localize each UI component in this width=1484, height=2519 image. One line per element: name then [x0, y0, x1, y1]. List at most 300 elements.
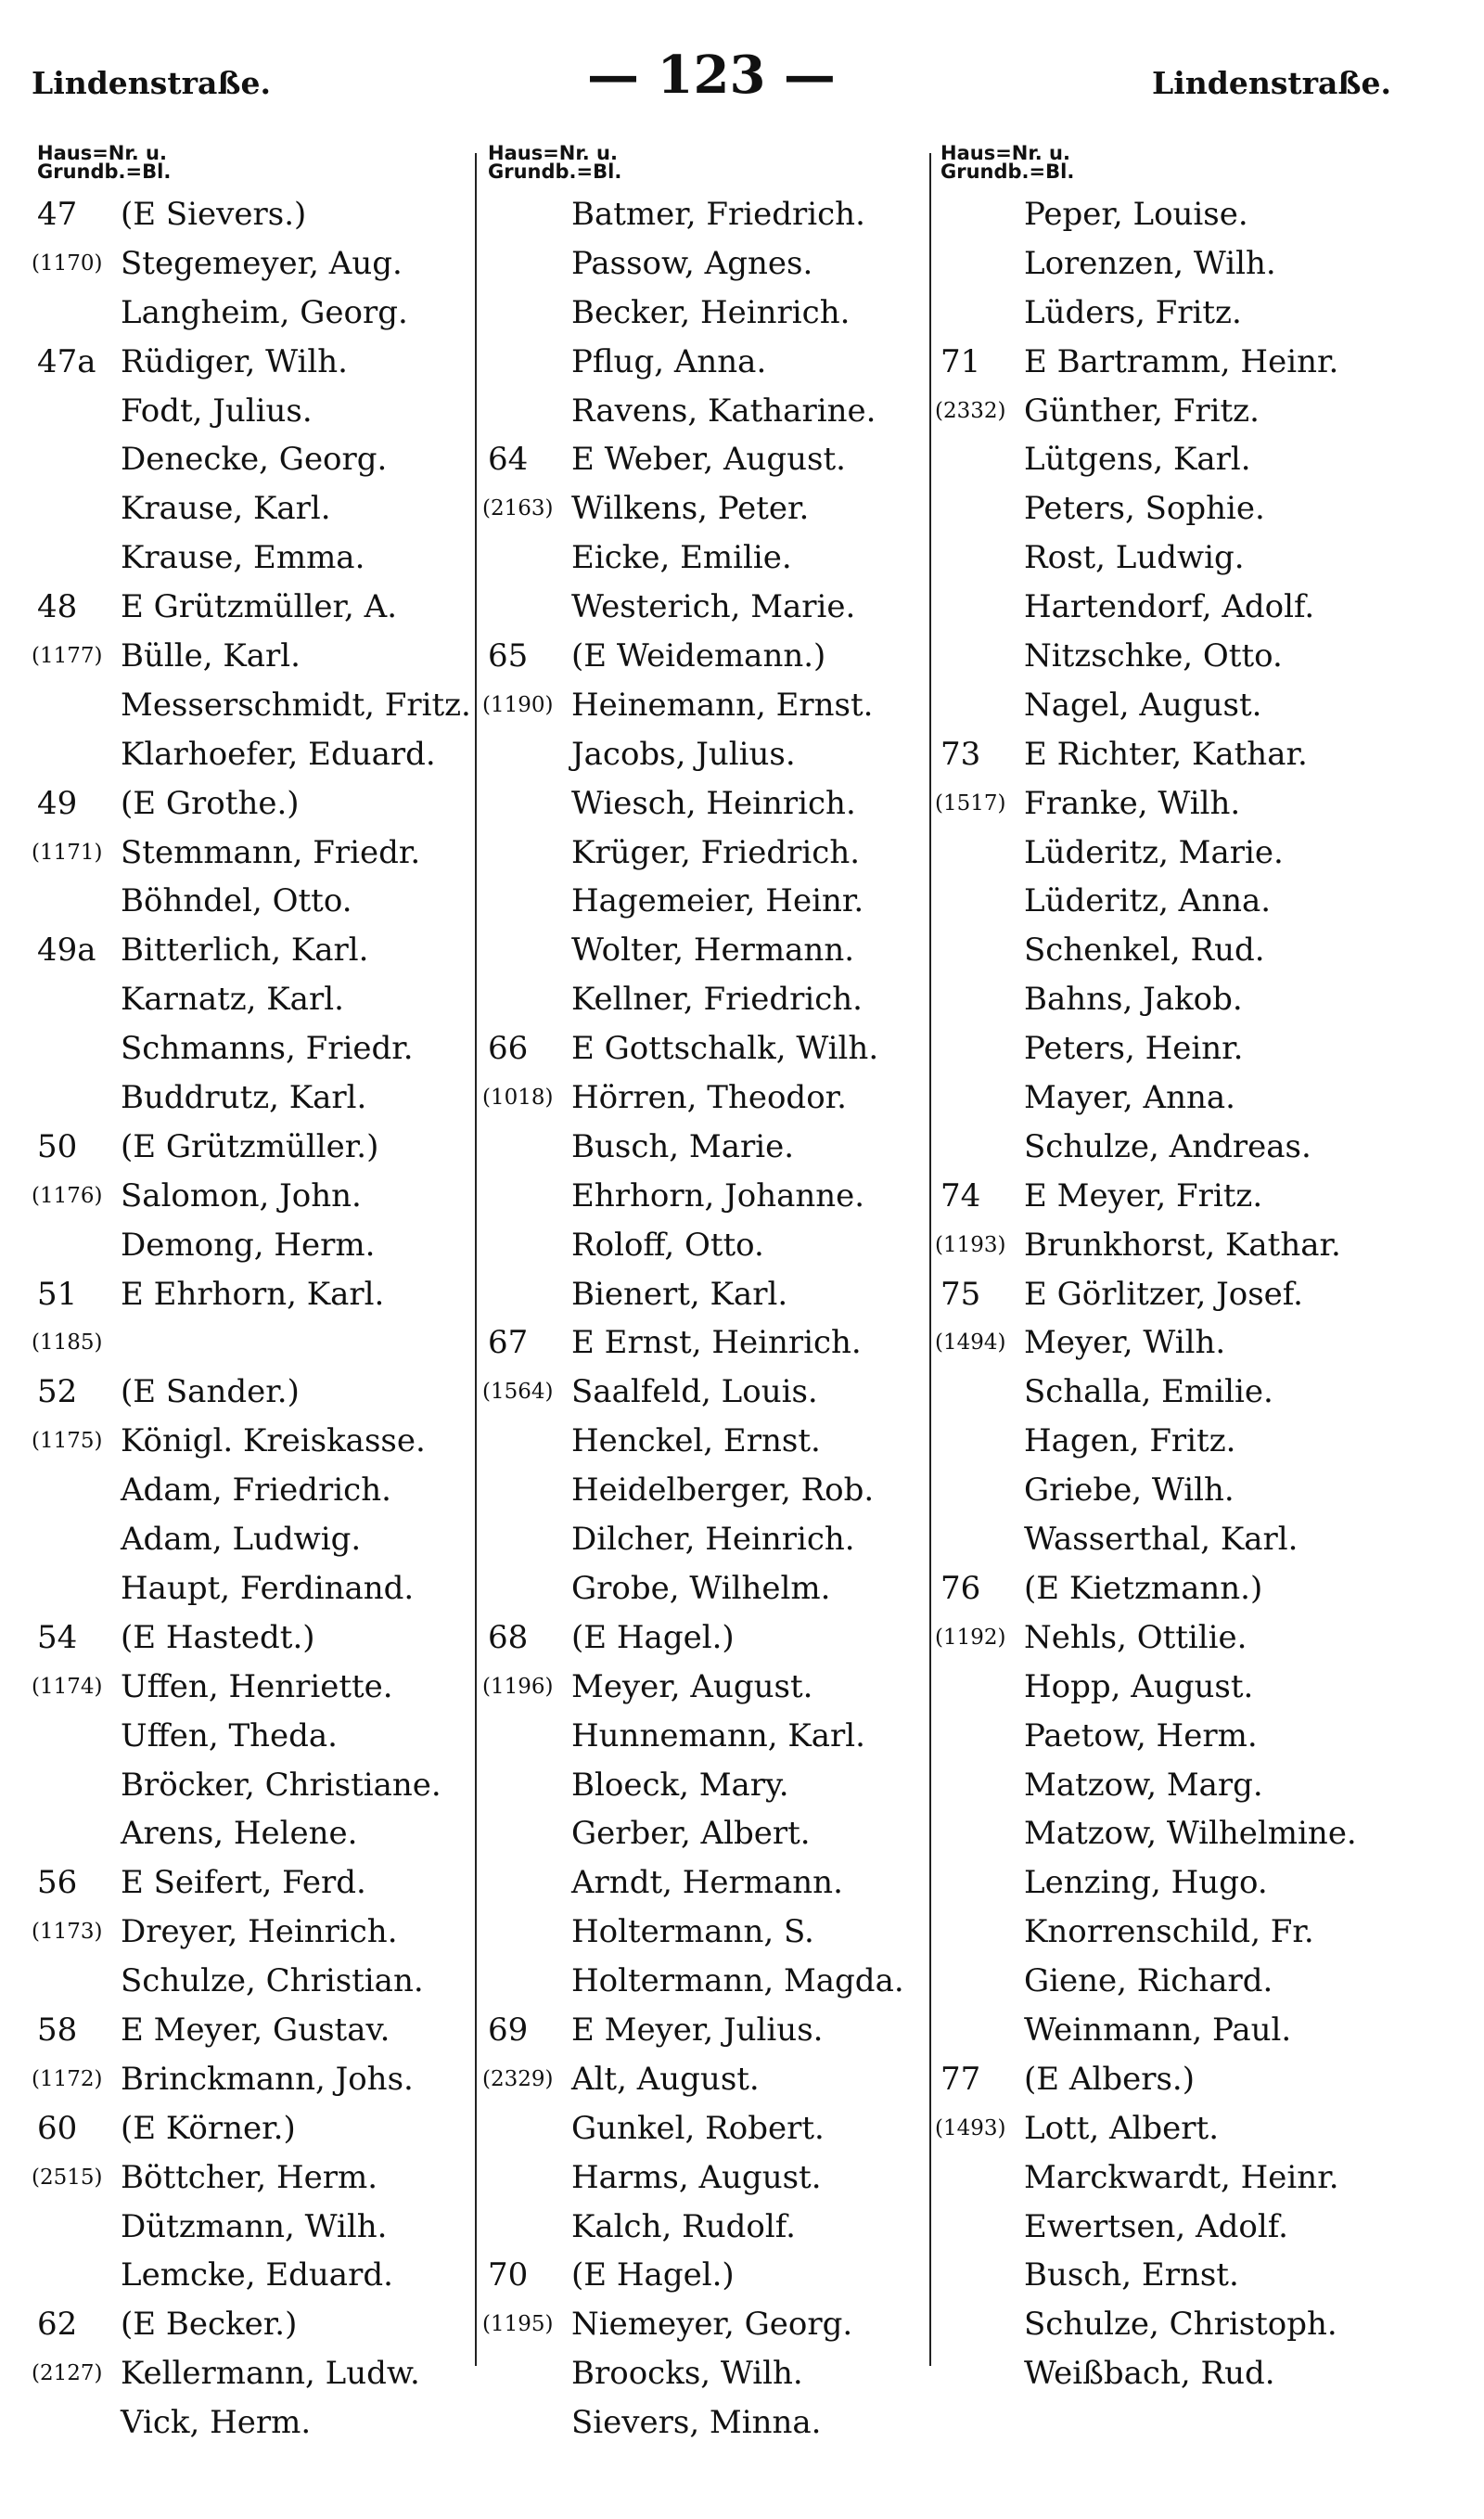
directory-entry [482, 2104, 939, 2153]
column-heading [32, 144, 477, 190]
resident-name: Salomon, John. [121, 1176, 362, 1215]
directory-entry [482, 387, 939, 436]
resident-name: Kalch, Rudolf. [571, 2207, 796, 2245]
directory-entry [32, 1761, 477, 1810]
resident-name: Böttcher, Herm. [121, 2158, 378, 2196]
house-number: 69 [488, 2011, 529, 2049]
resident-name: Henckel, Ernst. [571, 1422, 821, 1460]
resident-name: E Bartramm, Heinr. [1024, 342, 1339, 380]
directory-entry [935, 533, 1389, 583]
grundbuch-number: (1494) [935, 1330, 1006, 1356]
directory-entry [935, 2203, 1389, 2252]
resident-name: E Gottschalk, Wilh. [571, 1030, 879, 1068]
resident-name: E Meyer, Fritz. [1024, 1176, 1263, 1215]
directory-entry [32, 533, 477, 583]
directory-entry [935, 1024, 1389, 1073]
resident-name: Peters, Sophie. [1024, 490, 1265, 528]
resident-name: Westerich, Marie. [571, 588, 856, 626]
directory-entry [482, 1221, 939, 1270]
directory-entry [935, 1564, 1389, 1613]
directory-entry [482, 632, 939, 681]
directory-entry [32, 190, 477, 239]
resident-name: Messerschmidt, Fritz. [121, 686, 471, 724]
directory-entry [482, 730, 939, 779]
directory-entry [482, 1417, 939, 1466]
directory-entry [482, 829, 939, 878]
directory-entry [935, 1761, 1389, 1810]
resident-name: Lüderitz, Anna. [1024, 882, 1272, 920]
directory-entry [482, 2349, 939, 2398]
column-rows [32, 190, 477, 2448]
resident-name: Gunkel, Robert. [571, 2109, 825, 2147]
directory-entry [482, 1024, 939, 1073]
resident-name: E Weber, August. [571, 441, 846, 479]
resident-name: Alt, August. [571, 2060, 760, 2098]
resident-name: Bahns, Jakob. [1024, 981, 1243, 1019]
resident-name: Dützmann, Wilh. [121, 2207, 388, 2245]
resident-name: (E Kietzmann.) [1024, 1569, 1263, 1607]
resident-name: Bröcker, Christiane. [121, 1766, 441, 1804]
directory-entry [482, 1761, 939, 1810]
resident-name: Hartendorf, Adolf. [1024, 588, 1315, 626]
house-number: 65 [488, 637, 529, 675]
directory-entry [482, 2055, 939, 2104]
resident-name: (E Körner.) [121, 2109, 296, 2147]
resident-name: Denecke, Georg. [121, 441, 388, 479]
page-number: — 123 — [587, 45, 836, 106]
house-number: 76 [940, 1569, 981, 1607]
directory-entry [32, 1957, 477, 2006]
directory-entry [32, 1221, 477, 1270]
resident-name: Wolter, Hermann. [571, 932, 855, 970]
directory-entry [32, 829, 477, 878]
directory-entry [482, 239, 939, 289]
grundbuch-number: (2329) [482, 2066, 554, 2091]
resident-name: Lüderitz, Marie. [1024, 833, 1284, 871]
resident-name: E Ehrhorn, Karl. [121, 1275, 385, 1313]
street-name-right: Lindenstraße. [1152, 65, 1391, 101]
resident-name: Kellermann, Ludw. [121, 2355, 420, 2393]
resident-name: Nitzschke, Otto. [1024, 637, 1283, 675]
directory-entry [935, 632, 1389, 681]
resident-name: Passow, Agnes. [571, 244, 813, 282]
resident-name: Weinmann, Paul. [1024, 2011, 1292, 2049]
directory-entry [935, 1417, 1389, 1466]
resident-name: Saalfeld, Louis. [571, 1373, 818, 1411]
directory-entry [482, 1957, 939, 2006]
resident-name: Brinckmann, Johs. [121, 2060, 414, 2098]
column-heading [935, 144, 1389, 190]
house-number: 62 [37, 2306, 78, 2344]
resident-name: Dilcher, Heinrich. [571, 1521, 855, 1559]
directory-entry [935, 583, 1389, 632]
directory-entry [935, 2251, 1389, 2300]
resident-name: Broocks, Wilh. [571, 2355, 803, 2393]
directory-entry [32, 1073, 477, 1123]
grundbuch-number: (1196) [482, 1674, 554, 1699]
directory-entry [935, 1221, 1389, 1270]
directory-entry [935, 926, 1389, 975]
column-heading-line1: Haus=Nr. u. [37, 142, 167, 164]
house-number: 67 [488, 1324, 529, 1362]
resident-name: Klarhoefer, Eduard. [121, 735, 436, 773]
house-number: 74 [940, 1176, 981, 1215]
resident-name: Nagel, August. [1024, 686, 1262, 724]
resident-name: Stegemeyer, Aug. [121, 244, 403, 282]
directory-entry [482, 1858, 939, 1908]
grundbuch-number: (1517) [935, 790, 1006, 816]
resident-name: (E Sander.) [121, 1373, 300, 1411]
resident-name: Brunkhorst, Kathar. [1024, 1226, 1341, 1264]
directory-entry [482, 1712, 939, 1761]
page-header [32, 37, 1391, 111]
directory-entry [32, 877, 477, 926]
resident-name: (E Hagel.) [571, 1618, 735, 1656]
resident-name: Demong, Herm. [121, 1226, 376, 1264]
resident-name: E Meyer, Julius. [571, 2011, 824, 2049]
house-number: 68 [488, 1618, 529, 1656]
house-number: 54 [37, 1618, 78, 1656]
grundbuch-number: (1174) [32, 1674, 103, 1699]
resident-name: Ewertsen, Adolf. [1024, 2207, 1288, 2245]
directory-entry [935, 2153, 1389, 2203]
directory-entry [32, 730, 477, 779]
directory-entry [32, 2055, 477, 2104]
resident-name: Eicke, Emilie. [571, 539, 792, 577]
resident-name: Niemeyer, Georg. [571, 2306, 853, 2344]
directory-entry [32, 2251, 477, 2300]
directory-entry [32, 1515, 477, 1564]
house-number: 73 [940, 735, 981, 773]
grundbuch-number: (1170) [32, 251, 103, 276]
resident-name: Lütgens, Karl. [1024, 441, 1251, 479]
resident-name: Jacobs, Julius. [571, 735, 796, 773]
resident-name: (E Sievers.) [121, 196, 307, 233]
directory-entry [32, 1809, 477, 1858]
resident-name: Langheim, Georg. [121, 293, 408, 331]
column-heading-line2: Grundb.=Bl. [488, 161, 622, 183]
directory-entry [935, 779, 1389, 829]
column-heading-line2: Grundb.=Bl. [37, 161, 172, 183]
resident-name: Königl. Kreiskasse. [121, 1422, 426, 1460]
directory-entry [482, 484, 939, 533]
resident-name: Meyer, August. [571, 1667, 813, 1705]
grundbuch-number: (1176) [32, 1183, 103, 1208]
house-number: 49 [37, 784, 78, 822]
resident-name: Knorrenschild, Fr. [1024, 1913, 1314, 1951]
grundbuch-number: (2332) [935, 398, 1006, 423]
house-number: 75 [940, 1275, 981, 1313]
resident-name: Bülle, Karl. [121, 637, 301, 675]
resident-name: Heidelberger, Rob. [571, 1472, 875, 1510]
house-number: 52 [37, 1373, 78, 1411]
directory-entry [935, 681, 1389, 730]
directory-entry [482, 1318, 939, 1368]
resident-name: Giene, Richard. [1024, 1962, 1273, 2000]
directory-entry [482, 190, 939, 239]
directory-entry [935, 1466, 1389, 1515]
directory-entry [482, 2006, 939, 2055]
directory-entry [935, 1809, 1389, 1858]
directory-entry [935, 387, 1389, 436]
directory-entry [482, 2398, 939, 2448]
directory-entry [32, 289, 477, 338]
directory-entry [935, 1515, 1389, 1564]
directory-entry [482, 1368, 939, 1417]
directory-entry [935, 1318, 1389, 1368]
resident-name: Rüdiger, Wilh. [121, 342, 348, 380]
directory-entry [32, 435, 477, 484]
directory-entry [482, 1466, 939, 1515]
column-heading-line1: Haus=Nr. u. [940, 142, 1070, 164]
directory-entry [935, 829, 1389, 878]
directory-entry [935, 1073, 1389, 1123]
directory-entry [935, 877, 1389, 926]
resident-name: Busch, Marie. [571, 1127, 795, 1165]
resident-name: Karnatz, Karl. [121, 981, 344, 1019]
house-number: 49a [37, 932, 96, 970]
resident-name: Harms, August. [571, 2158, 822, 2196]
resident-name: Wasserthal, Karl. [1024, 1521, 1298, 1559]
house-number: 51 [37, 1275, 78, 1313]
directory-entry [935, 730, 1389, 779]
resident-name: Bloeck, Mary. [571, 1766, 789, 1804]
grundbuch-number: (2515) [32, 2165, 103, 2190]
grundbuch-number: (1177) [32, 644, 103, 669]
directory-entry [32, 1613, 477, 1663]
resident-name: (E Hastedt.) [121, 1618, 315, 1656]
column-rows [935, 190, 1389, 2398]
column-heading-line1: Haus=Nr. u. [488, 142, 618, 164]
grundbuch-number: (1564) [482, 1380, 554, 1405]
resident-name: Günther, Fritz. [1024, 392, 1260, 430]
resident-name: Böhndel, Otto. [121, 882, 352, 920]
resident-name: Sievers, Minna. [571, 2404, 822, 2442]
resident-name: Rost, Ludwig. [1024, 539, 1245, 577]
column-2 [482, 144, 939, 2448]
resident-name: Peper, Louise. [1024, 196, 1248, 233]
directory-entry [32, 1123, 477, 1172]
resident-name: Krause, Emma. [121, 539, 365, 577]
resident-name: Arens, Helene. [121, 1815, 358, 1853]
grundbuch-number: (2163) [482, 496, 554, 521]
house-number: 70 [488, 2256, 529, 2294]
directory-entry [935, 2349, 1389, 2398]
directory-entry [482, 1908, 939, 1957]
directory-entry [935, 1712, 1389, 1761]
directory-entry [935, 1957, 1389, 2006]
directory-entry [32, 1712, 477, 1761]
directory-entry [32, 975, 477, 1024]
resident-name: Weißbach, Rud. [1024, 2355, 1275, 2393]
directory-entry [935, 1172, 1389, 1221]
resident-name: Hörren, Theodor. [571, 1079, 847, 1117]
directory-entry [32, 1908, 477, 1957]
directory-entry [32, 583, 477, 632]
directory-entry [32, 1270, 477, 1319]
resident-name: Kellner, Friedrich. [571, 981, 863, 1019]
resident-name: Marckwardt, Heinr. [1024, 2158, 1339, 2196]
resident-name: E Görlitzer, Josef. [1024, 1275, 1303, 1313]
column-3 [935, 144, 1389, 2398]
directory-entry [935, 2104, 1389, 2153]
grundbuch-number: (1195) [482, 2312, 554, 2337]
house-number: 48 [37, 588, 78, 626]
house-number: 71 [940, 342, 981, 380]
house-number: 64 [488, 441, 529, 479]
directory-entry [482, 1270, 939, 1319]
directory-entry [482, 926, 939, 975]
directory-entry [935, 1663, 1389, 1712]
resident-name: (E Grützmüller.) [121, 1127, 379, 1165]
resident-name: Paetow, Herm. [1024, 1716, 1258, 1754]
directory-entry [935, 435, 1389, 484]
directory-entry [482, 1515, 939, 1564]
resident-name: Lemcke, Eduard. [121, 2256, 393, 2294]
resident-name: E Meyer, Gustav. [121, 2011, 390, 2049]
directory-entry [482, 779, 939, 829]
directory-entry [935, 338, 1389, 387]
directory-entry [482, 338, 939, 387]
house-number: 58 [37, 2011, 78, 2049]
resident-name: (E Grothe.) [121, 784, 300, 822]
resident-name: Lott, Albert. [1024, 2109, 1220, 2147]
directory-entry [32, 338, 477, 387]
resident-name: Schulze, Christoph. [1024, 2306, 1337, 2344]
resident-name: Adam, Ludwig. [121, 1521, 362, 1559]
resident-name: Schulze, Andreas. [1024, 1127, 1311, 1165]
resident-name: Lorenzen, Wilh. [1024, 244, 1276, 282]
resident-name: Wiesch, Heinrich. [571, 784, 856, 822]
resident-name: Hagemeier, Heinr. [571, 882, 864, 920]
resident-name: E Richter, Kathar. [1024, 735, 1308, 773]
grundbuch-number: (1493) [935, 2115, 1006, 2140]
resident-name: Busch, Ernst. [1024, 2256, 1239, 2294]
house-number: 77 [940, 2060, 981, 2098]
resident-name: Matzow, Marg. [1024, 1766, 1263, 1804]
resident-name: Lüders, Fritz. [1024, 293, 1242, 331]
resident-name: E Grützmüller, A. [121, 588, 398, 626]
resident-name: Schulze, Christian. [121, 1962, 424, 2000]
grundbuch-number: (1172) [32, 2066, 103, 2091]
resident-name: Pflug, Anna. [571, 342, 767, 380]
resident-name: Ravens, Katharine. [571, 392, 876, 430]
directory-entry [935, 289, 1389, 338]
resident-name: Bienert, Karl. [571, 1275, 788, 1313]
directory-entry [482, 975, 939, 1024]
resident-name: Hunnemann, Karl. [571, 1716, 865, 1754]
directory-entry [32, 1024, 477, 1073]
directory-entry [32, 1318, 477, 1368]
resident-name: Dreyer, Heinrich. [121, 1913, 398, 1951]
directory-entry [32, 484, 477, 533]
grundbuch-number: (1175) [32, 1429, 103, 1454]
resident-name: Nehls, Ottilie. [1024, 1618, 1247, 1656]
directory-entry [32, 681, 477, 730]
directory-entry [32, 2006, 477, 2055]
resident-name: E Seifert, Ferd. [121, 1864, 366, 1902]
resident-name: Uffen, Theda. [121, 1716, 338, 1754]
grundbuch-number: (1171) [32, 840, 103, 865]
directory-entry [935, 190, 1389, 239]
directory-entry [482, 435, 939, 484]
directory-entry [935, 1368, 1389, 1417]
directory-entry [935, 1123, 1389, 1172]
directory-entry [482, 583, 939, 632]
directory-entry [482, 877, 939, 926]
directory-entry [32, 2153, 477, 2203]
resident-name: Haupt, Ferdinand. [121, 1569, 415, 1607]
directory-entry [935, 1270, 1389, 1319]
resident-name: Heinemann, Ernst. [571, 686, 874, 724]
directory-entry [482, 2251, 939, 2300]
resident-name: Mayer, Anna. [1024, 1079, 1235, 1117]
resident-name: (E Weidemann.) [571, 637, 826, 675]
resident-name: Adam, Friedrich. [121, 1472, 391, 1510]
directory-entry [935, 1908, 1389, 1957]
directory-entry [482, 1663, 939, 1712]
resident-name: Uffen, Henriette. [121, 1667, 393, 1705]
directory-entry [32, 1417, 477, 1466]
directory-entry [32, 632, 477, 681]
resident-name: Krause, Karl. [121, 490, 331, 528]
directory-columns [32, 144, 1391, 2500]
directory-entry [482, 533, 939, 583]
column-1 [32, 144, 477, 2448]
directory-entry [32, 239, 477, 289]
resident-name: (E Hagel.) [571, 2256, 735, 2294]
directory-entry [32, 387, 477, 436]
resident-name: Schmanns, Friedr. [121, 1030, 414, 1068]
directory-entry [482, 1123, 939, 1172]
directory-entry [32, 926, 477, 975]
directory-entry [935, 484, 1389, 533]
directory-entry [482, 1809, 939, 1858]
directory-entry [482, 1564, 939, 1613]
directory-entry [482, 289, 939, 338]
resident-name: Becker, Heinrich. [571, 293, 851, 331]
resident-name: Vick, Herm. [121, 2404, 312, 2442]
directory-entry [32, 1172, 477, 1221]
house-number: 60 [37, 2109, 78, 2147]
grundbuch-number: (1190) [482, 692, 554, 717]
directory-entry [482, 2300, 939, 2349]
resident-name: Peters, Heinr. [1024, 1030, 1244, 1068]
directory-entry [482, 2203, 939, 2252]
resident-name: Batmer, Friedrich. [571, 196, 865, 233]
resident-name: Franke, Wilh. [1024, 784, 1241, 822]
resident-name: Grobe, Wilhelm. [571, 1569, 831, 1607]
directory-entry [32, 2300, 477, 2349]
directory-entry [32, 1663, 477, 1712]
directory-entry [935, 2300, 1389, 2349]
directory-entry [935, 1858, 1389, 1908]
directory-entry [935, 2055, 1389, 2104]
directory-entry [32, 1564, 477, 1613]
grundbuch-number: (1192) [935, 1625, 1006, 1650]
directory-entry [482, 681, 939, 730]
directory-entry [935, 975, 1389, 1024]
resident-name: Meyer, Wilh. [1024, 1324, 1226, 1362]
directory-entry [482, 2153, 939, 2203]
resident-name: Holtermann, S. [571, 1913, 814, 1951]
resident-name: E Ernst, Heinrich. [571, 1324, 862, 1362]
grundbuch-number: (1018) [482, 1086, 554, 1111]
street-name-left: Lindenstraße. [32, 65, 271, 101]
grundbuch-number: (1193) [935, 1232, 1006, 1257]
resident-name: Schalla, Emilie. [1024, 1373, 1273, 1411]
resident-name: Fodt, Julius. [121, 392, 313, 430]
